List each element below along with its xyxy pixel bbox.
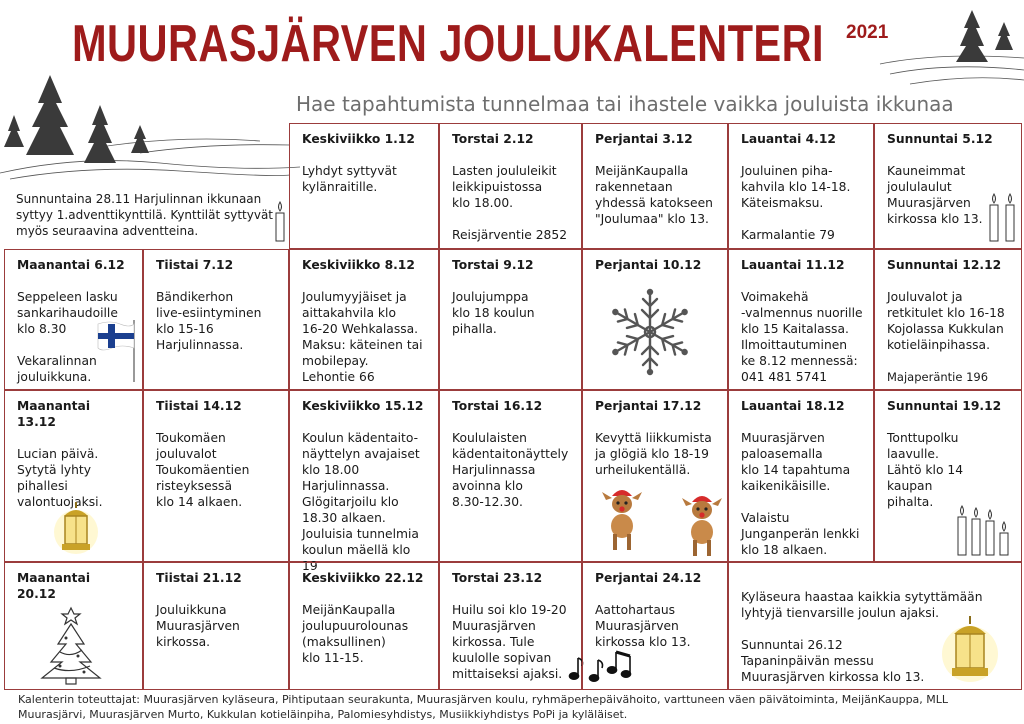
calendar-day-8 [289,249,439,390]
event-text: Voimakehä -valmennus nuorille klo 15 Kaitalassa. Ilmoittautuminen ke 8.12 mennessä: 041 481 5741 [741,290,863,384]
calendar-day-7 [143,249,289,390]
event-address: Reisjärventie 2852 [452,228,568,242]
year-label: 2021 [846,22,889,43]
reindeer-icon [594,482,648,552]
event-text: Lasten joululeikit leikkipuistossa klo 18.00. [452,164,557,210]
day-heading: Lauantai 4.12 [741,132,836,146]
calendar-day-24 [582,562,728,690]
day-heading: Perjantai 17.12 [595,399,702,413]
event-text: Jouluinen piha- kahvila klo 14-18. Käteismaksu. [741,164,851,210]
event-extra: Sunnuntai 26.12 Tapaninpäivän messu Muurasjärven kirkossa klo 13. [741,638,925,684]
event-extra: Vekaralinnan jouluikkuna. [17,354,97,384]
day-heading: Tiistai 7.12 [156,258,234,272]
page-subtitle: Hae tapahtumista tunnelmaa tai ihastele vaikka jouluista ikkunaa [296,92,954,116]
event-text: Seppeleen lasku sankarihaudoille klo 8.30 [17,290,118,336]
candle-icon [272,200,288,244]
day-heading: Torstai 2.12 [452,132,534,146]
event-text: MeijänKaupalla rakennetaan yhdessä katokseen "Joulumaa" klo 13. [595,164,713,226]
event-extra: Valaistu Junganperän lenkki klo 18 alkaen. [741,511,860,557]
calendar-day-11 [728,249,874,390]
event-text: Kevyttä liikkumista ja glögiä klo 18-19 urheilukentällä. [595,431,712,477]
event-text: Huilu soi klo 19-20 Muurasjärven kirkossa. Tule kuulolle sopivan mittaiseksi ajaksi. [452,603,567,681]
candles-icon [986,192,1018,244]
calendar-day-21 [143,562,289,690]
calendar-day-9 [439,249,582,390]
calendar-day-18 [728,390,874,562]
event-text: MeijänKaupalla joulupuurolounas (maksullinen) klo 11-15. [302,603,409,665]
day-heading: Torstai 9.12 [452,258,534,272]
event-text: Joulumyyjäiset ja aittakahvila klo 16-20 Wehkalassa. Maksu: käteinen tai mobilepay. Lehontie 66 [302,290,423,384]
day-heading: Perjantai 24.12 [595,571,702,585]
calendar-day-22 [289,562,439,690]
day-heading: Keskiviikko 1.12 [302,132,415,146]
day-heading: Sunnuntai 12.12 [887,258,1002,272]
day-heading: Keskiviikko 22.12 [302,571,424,585]
event-text: Lucian päivä. Sytytä lyhty pihallesi valontuojaksi. [17,447,103,509]
day-heading: Lauantai 18.12 [741,399,845,413]
page-title: MUURASJÄRVEN JOULUKALENTERI [72,15,824,73]
calendar-day-15 [289,390,439,573]
day-heading: Sunnuntai 19.12 [887,399,1002,413]
event-text: Aattohartaus Muurasjärven kirkossa klo 13. [595,603,691,649]
day-heading: Maanantai 6.12 [17,258,125,272]
day-heading: Maanantai 13.12 [17,399,91,429]
day-heading: Keskiviikko 15.12 [302,399,424,413]
day-heading: Torstai 16.12 [452,399,543,413]
calendar-day-14 [143,390,289,562]
event-text: Jouluvalot ja retkitulet klo 16-18 Kojolassa Kukkulan kotieläinpihassa. [887,290,1005,352]
event-text: Toukomäen jouluvalot Toukomäentien risteyksessä klo 14 alkaen. [156,431,250,509]
day-heading: Lauantai 11.12 [741,258,845,272]
event-text: Joulujumppa klo 18 koulun pihalla. [452,290,535,336]
snowflake-icon [604,286,696,378]
calendar-day-23 [439,562,582,690]
event-text: Lyhdyt syttyvät kylänraitille. [302,164,397,194]
event-text: Kyläseura haastaa kaikkia sytyttämään lyhtyjä tienvarsille joulun ajaksi. [741,590,983,620]
event-text: Koulun kädentaito- näyttelyn avajaiset klo 18.00 Harjulinnassa. Glögitarjoilu klo 18.30 alkaen. Jouluisia tunnelmia koulun mäellä klo 19 [302,431,420,573]
christmas-tree-icon [36,604,106,686]
day-heading: Torstai 23.12 [452,571,543,585]
winter-trees-left-icon [0,55,300,195]
day-heading: Keskiviikko 8.12 [302,258,415,272]
day-heading: Perjantai 3.12 [595,132,693,146]
reindeer-icon [674,488,728,558]
day-heading: Perjantai 10.12 [595,258,702,272]
winter-trees-right-icon [880,4,1024,94]
event-text: Bändikerhon live-esiintyminen klo 15-16 Harjulinnassa. [156,290,262,352]
event-address: Karmalantie 79 [741,228,835,242]
event-text: Koululaisten kädentaitonäyttely Harjulinnassa avoinna klo 8.30-12.30. [452,431,569,509]
candles-icon [954,504,1016,558]
day-heading: Sunnuntai 5.12 [887,132,993,146]
calendar-day-12 [874,249,1022,390]
lantern-icon [52,500,100,558]
event-text: Kauneimmat joululaulut Muurasjärven kirkossa klo 13. [887,164,983,226]
event-text: Jouluikkuna Muurasjärven kirkossa. [156,603,240,649]
day-heading: Maanantai 20.12 [17,571,91,601]
day-heading: Tiistai 21.12 [156,571,242,585]
event-text: Muurasjärven paloasemalla klo 14 tapahtuma kaikenikäisille. [741,431,851,493]
event-text: Tonttupolku laavulle. Lähtö klo 14 kaupan pihalta. [887,431,964,509]
calendar-day-4 [728,123,874,249]
event-address: Majaperäntie 196 [887,370,989,384]
lantern-icon [940,614,1000,686]
calendar-day-16 [439,390,582,562]
footer-credits: Kalenterin toteuttajat: Muurasjärven kyläseura, Pihtiputaan seurakunta, Muurasjärven koulu, ryhmäperhepäivähoito, varttuneen väen päivätoiminta, MeijänKauppa, MLL Muurasjärvi, Muurasjärven Murto, Kukkulan kotieläinpiha, Palomiesyhdistys, Musiikkiyhdistys PoPi ja kyläläiset. [18,693,949,721]
day-heading: Tiistai 14.12 [156,399,242,413]
calendar-day-3 [582,123,728,249]
finnish-flag-icon [96,318,138,384]
advent-intro-text: Sunnuntaina 28.11 Harjulinnan ikkunaan syttyy 1.adventtikynttilä. Kynttilät syttyvät myös seuraavina adventteina. [16,192,274,238]
calendar-day-2 [439,123,582,249]
calendar-day-1 [289,123,439,249]
